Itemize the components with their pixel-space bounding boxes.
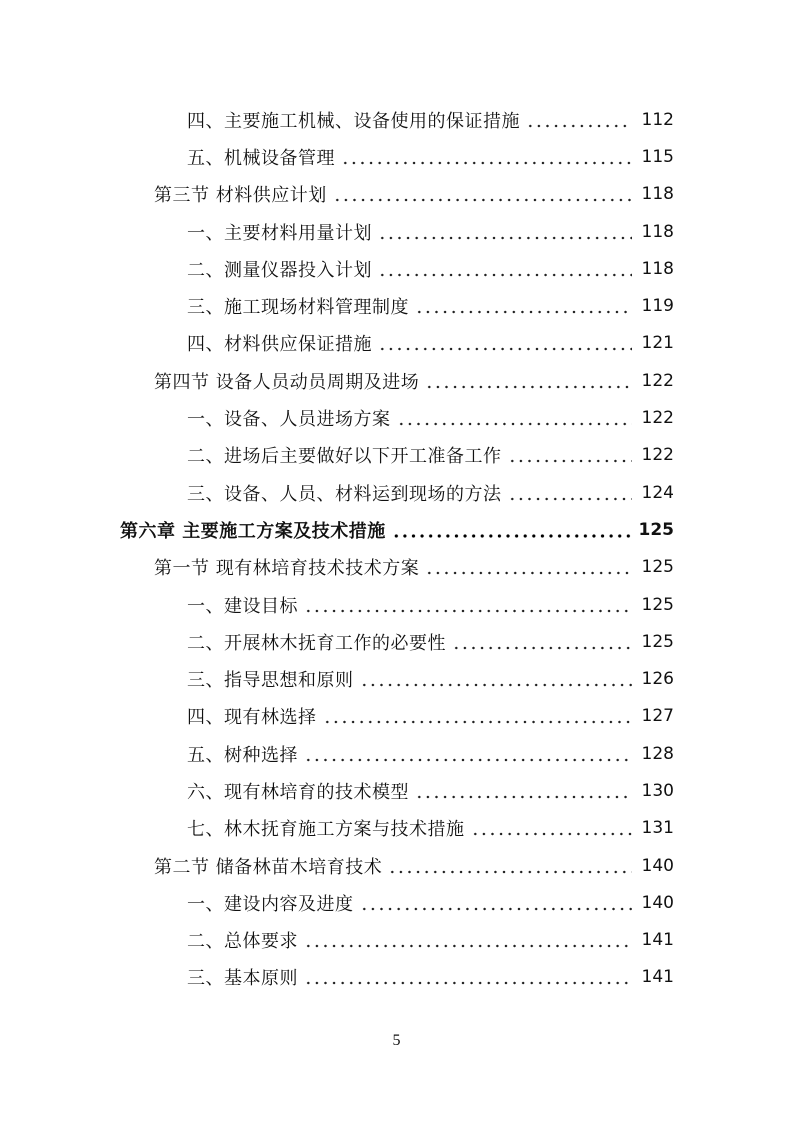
toc-entry[interactable] <box>0 511 793 548</box>
toc-entry[interactable] <box>0 698 793 735</box>
toc-entry-page: 118 <box>641 221 674 242</box>
toc-entry[interactable] <box>0 437 793 474</box>
toc-entry-page: 115 <box>641 146 674 167</box>
toc-entry-page: 118 <box>641 258 674 279</box>
toc-entry[interactable] <box>0 176 793 213</box>
dot-leader <box>378 260 632 278</box>
dot-leader <box>425 372 632 390</box>
toc-entry-page: 119 <box>641 296 674 317</box>
toc-entry-title: 第二节 储备林苗木培育技术 <box>154 856 383 878</box>
dot-leader <box>397 409 633 427</box>
toc-entry-page: 126 <box>641 669 674 690</box>
toc-entry-page: 130 <box>641 780 674 801</box>
toc-entry-title: 二、开展林木抚育工作的必要性 <box>187 632 446 654</box>
toc-entry[interactable] <box>0 810 793 847</box>
toc-entry-page: 122 <box>641 445 674 466</box>
dot-leader <box>415 297 632 315</box>
toc-entry-page: 140 <box>641 892 674 913</box>
toc-entry-title: 三、施工现场材料管理制度 <box>187 297 409 319</box>
toc-entry-page: 141 <box>641 930 674 951</box>
toc-entry-title: 四、现有林选择 <box>187 707 317 729</box>
toc-entry-page: 131 <box>641 818 674 839</box>
toc-entry-title: 第一节 现有林培育技术技术方案 <box>154 558 420 580</box>
page-number: 5 <box>392 1032 401 1049</box>
toc-entry-page: 125 <box>641 594 674 615</box>
toc-entry[interactable] <box>0 138 793 175</box>
toc-entry[interactable] <box>0 101 793 138</box>
toc-entry-title: 二、测量仪器投入计划 <box>187 259 372 281</box>
toc-entry[interactable] <box>0 474 793 511</box>
dot-leader <box>360 670 633 688</box>
toc-entry-title: 一、设备、人员进场方案 <box>187 409 391 431</box>
toc-entry-title: 二、总体要求 <box>187 931 298 953</box>
toc-entry-title: 五、树种选择 <box>187 744 298 766</box>
toc-entry-page: 140 <box>641 855 674 876</box>
toc-entry-title: 二、进场后主要做好以下开工准备工作 <box>187 446 502 468</box>
dot-leader <box>508 446 633 464</box>
toc-entry-page: 122 <box>641 370 674 391</box>
dot-leader <box>425 558 632 576</box>
dot-leader <box>304 596 632 614</box>
toc-entry-page: 121 <box>641 333 674 354</box>
toc-entry[interactable] <box>0 250 793 287</box>
toc-entry[interactable] <box>0 623 793 660</box>
dot-leader <box>333 185 632 203</box>
toc-entry[interactable] <box>0 549 793 586</box>
toc-entry-title: 第六章 主要施工方案及技术措施 <box>120 520 386 542</box>
toc-entry-page: 127 <box>641 706 674 727</box>
toc-entry-title: 一、建设目标 <box>187 595 298 617</box>
dot-leader <box>526 111 632 129</box>
toc-entry[interactable] <box>0 660 793 697</box>
toc-entry-title: 三、设备、人员、材料运到现场的方法 <box>187 483 502 505</box>
toc-entry-title: 三、基本原则 <box>187 968 298 990</box>
toc-entry-page: 141 <box>641 967 674 988</box>
dot-leader <box>471 819 633 837</box>
toc-entry-page: 124 <box>641 482 674 503</box>
dot-leader <box>415 782 632 800</box>
toc-entry-page: 128 <box>641 743 674 764</box>
table-of-contents <box>0 101 793 996</box>
toc-entry-page: 125 <box>641 631 674 652</box>
dot-leader <box>304 931 632 949</box>
toc-entry-page: 118 <box>641 184 674 205</box>
toc-entry-page: 125 <box>638 519 674 540</box>
toc-entry-title: 一、主要材料用量计划 <box>187 222 372 244</box>
toc-entry[interactable] <box>0 586 793 623</box>
dot-leader <box>508 484 633 502</box>
toc-entry[interactable] <box>0 772 793 809</box>
toc-entry-title: 六、现有林培育的技术模型 <box>187 781 409 803</box>
toc-entry-title: 第三节 材料供应计划 <box>154 185 327 207</box>
toc-entry[interactable] <box>0 847 793 884</box>
dot-leader <box>323 707 633 725</box>
dot-leader <box>304 745 632 763</box>
dot-leader <box>452 633 632 651</box>
toc-entry[interactable] <box>0 213 793 250</box>
toc-entry-title: 一、建设内容及进度 <box>187 893 354 915</box>
toc-entry-title: 四、材料供应保证措施 <box>187 334 372 356</box>
toc-entry-title: 第四节 设备人员动员周期及进场 <box>154 371 420 393</box>
toc-entry-title: 三、指导思想和原则 <box>187 670 354 692</box>
dot-leader <box>360 894 633 912</box>
dot-leader <box>304 968 632 986</box>
toc-entry-title: 五、机械设备管理 <box>187 147 335 169</box>
dot-leader <box>388 857 632 875</box>
toc-entry-title: 四、主要施工机械、设备使用的保证措施 <box>187 110 520 132</box>
toc-entry[interactable] <box>0 399 793 436</box>
dot-leader <box>341 148 632 166</box>
toc-entry-page: 122 <box>641 408 674 429</box>
toc-entry[interactable] <box>0 959 793 996</box>
toc-entry-page: 112 <box>641 109 674 130</box>
toc-entry[interactable] <box>0 735 793 772</box>
toc-entry-page: 125 <box>641 557 674 578</box>
toc-entry[interactable] <box>0 884 793 921</box>
dot-leader <box>392 521 632 539</box>
dot-leader <box>378 223 632 241</box>
toc-entry[interactable] <box>0 287 793 324</box>
toc-entry[interactable] <box>0 325 793 362</box>
toc-entry-title: 七、林木抚育施工方案与技术措施 <box>187 819 465 841</box>
dot-leader <box>378 334 632 352</box>
toc-entry[interactable] <box>0 922 793 959</box>
toc-entry[interactable] <box>0 362 793 399</box>
